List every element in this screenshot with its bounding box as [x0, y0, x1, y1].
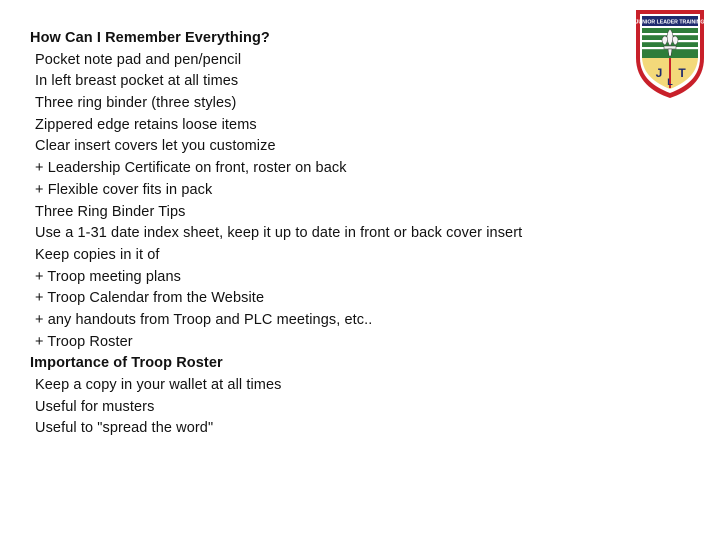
text-line: Three ring binder (three styles) — [35, 95, 237, 112]
text-line: Keep copies in it of — [35, 246, 160, 263]
svg-text:T: T — [678, 66, 686, 80]
text-line: Useful for musters — [35, 398, 155, 415]
text-line: + any handouts from Troop and PLC meetings, etc.. — [35, 311, 373, 328]
svg-text:JUNIOR LEADER TRAINING: JUNIOR LEADER TRAINING — [635, 19, 705, 26]
text-line: Keep a copy in your wallet at all times — [35, 377, 282, 393]
text-line: + Troop meeting plans — [35, 268, 181, 285]
text-line: Pocket note pad and pen/pencil — [35, 51, 242, 68]
svg-text:J: J — [655, 66, 663, 80]
svg-text:L: L — [667, 77, 673, 87]
slide-text-body — [30, 28, 630, 440]
text-line: + Troop Roster — [35, 333, 133, 350]
text-line: Clear insert covers let you customize — [35, 138, 276, 155]
text-line: In left breast pocket at all times — [35, 73, 239, 90]
text-line: Use a 1-31 date index sheet, keep it up to date in front or back cover insert — [35, 225, 523, 242]
text-line: Useful to "spread the word" — [35, 420, 214, 437]
text-line: + Leadership Certificate on front, roster on back — [35, 160, 347, 177]
text-line: Importance of Troop Roster — [30, 355, 223, 372]
text-line: Zippered edge retains loose items — [35, 116, 257, 133]
jlt-shield-logo-icon — [632, 6, 708, 100]
text-line: Three Ring Binder Tips — [35, 203, 186, 220]
text-line: + Flexible cover fits in pack — [35, 181, 213, 198]
text-line: How Can I Remember Everything? — [30, 30, 270, 46]
text-line: + Troop Calendar from the Website — [35, 290, 265, 307]
